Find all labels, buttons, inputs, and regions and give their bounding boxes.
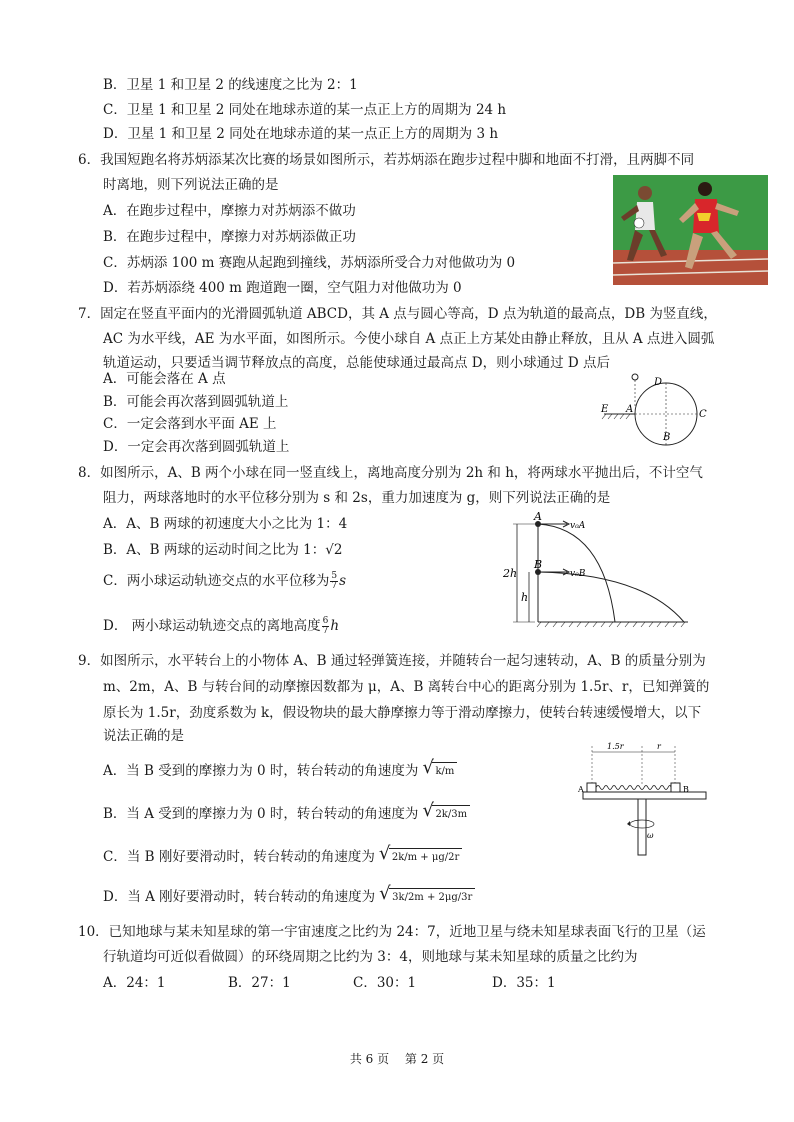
- q10-option-a: A．24：1: [103, 975, 166, 991]
- q8-option-d: D． 两小球运动轨迹交点的离地高度 $\frac{6}{7}$ h: [103, 616, 340, 636]
- omega-label: ω: [647, 831, 654, 840]
- q10-stem: 10．已知地球与某未知星球的第一宇宙速度之比约为 24：7，近地卫星与绕未知星球表面飞行的卫星（运: [78, 924, 706, 940]
- q7-option-d: D．一定会再次落到圆弧轨道上: [103, 439, 290, 455]
- q9-stem: 9．如图所示，水平转台上的小物体 A、B 通过轻弹簧连接，并随转台一起匀速转动，A、B 的质量分别为: [78, 653, 706, 669]
- sprinter-photo: [613, 175, 768, 285]
- q9-stem-cont2: 原长为 1.5r，劲度系数为 k，假设物块的最大静摩擦力等于滑动摩擦力，使转台转速缓慢增大，以下: [103, 705, 702, 721]
- va-label: v₀A: [570, 521, 586, 531]
- q5-option-c: C．卫星 1 和卫星 2 同处在地球赤道的某一点正上方的周期为 24 h: [103, 102, 507, 118]
- q10-option-c: C．30：1: [353, 975, 417, 991]
- ball-b-label: B: [534, 558, 543, 571]
- block-b-label: B: [683, 785, 689, 794]
- q9-stem-cont: m、2m，A、B 与转台间的动摩擦因数都为 μ，A、B 离转台中心的距离分别为 1.5r、r，已知弹簧的: [103, 679, 710, 695]
- dist-b-label: r: [657, 742, 661, 751]
- height-h-label: h: [521, 591, 529, 604]
- q10-option-b: B．27：1: [228, 975, 291, 991]
- label-c: C: [699, 409, 707, 420]
- q8-stem: 8．如图所示，A、B 两个小球在同一竖直线上，离地高度分别为 2h 和 h，将两球水平抛出后，不计空气: [78, 465, 703, 481]
- label-a: A: [626, 404, 634, 415]
- label-e: E: [601, 404, 609, 415]
- projectile-diagram: [503, 510, 703, 630]
- height-2h-label: 2h: [503, 567, 518, 580]
- q5-option-b: B．卫星 1 和卫星 2 的线速度之比为 2：1: [103, 77, 358, 93]
- label-d: D: [654, 377, 663, 388]
- circular-track-diagram: [598, 372, 708, 452]
- q9-stem-cont3: 说法正确的是: [103, 728, 184, 744]
- q8-stem-cont: 阻力，两球落地时的水平位移分别为 s 和 2s，重力加速度为 g，则下列说法正确的是: [103, 490, 611, 506]
- ball-a-label: A: [534, 510, 542, 523]
- q9-option-d: D．当 A 刚好要滑动时，转台转动的角速度为√ 3k/2m + 2μg/3r: [103, 888, 475, 907]
- label-b: B: [663, 432, 671, 443]
- vb-label: v₀B: [570, 569, 586, 579]
- q7-option-b: B．可能会再次落到圆弧轨道上: [103, 394, 289, 410]
- q7-option-a: A．可能会落在 A 点: [103, 371, 226, 387]
- block-a-label: A: [578, 785, 584, 794]
- q7-option-c: C．一定会落到水平面 AE 上: [103, 416, 277, 432]
- q5-option-d: D．卫星 1 和卫星 2 同处在地球赤道的某一点正上方的周期为 3 h: [103, 126, 499, 142]
- q10-option-d: D．35：1: [492, 975, 556, 991]
- q8-option-b: B．A、B 两球的运动时间之比为 1：√2: [103, 542, 343, 558]
- q6-option-a: A．在跑步过程中，摩擦力对苏炳添不做功: [103, 203, 356, 219]
- q6-option-d: D．若苏炳添绕 400 m 跑道跑一圈，空气阻力对他做功为 0: [103, 280, 462, 296]
- q6-stem: 6．我国短跑名将苏炳添某次比赛的场景如图所示，若苏炳添在跑步过程中脚和地面不打滑，且两脚不同: [78, 152, 695, 168]
- q9-option-a: A．当 B 受到的摩擦力为 0 时，转台转动的角速度为√ k/m: [103, 762, 457, 781]
- q9-option-c: C．当 B 刚好要滑动时，转台转动的角速度为√ 2k/m + μg/2r: [103, 848, 462, 867]
- dist-a-label: 1.5r: [607, 742, 624, 751]
- page-footer: 共 6 页 第 2 页: [349, 1052, 445, 1066]
- q6-option-c: C．苏炳添 100 m 赛跑从起跑到撞线，苏炳添所受合力对他做功为 0: [103, 255, 516, 271]
- q10-stem-cont: 行轨道均可近似看做圆）的环绕周期之比约为 3：4，则地球与某未知星球的质量之比约为: [103, 949, 638, 965]
- q7-stem: 7．固定在竖直平面内的光滑圆弧轨道 ABCD，其 A 点与圆心等高，D 点为轨道的最高点，DB 为竖直线，: [78, 306, 717, 322]
- turntable-diagram: [575, 738, 715, 858]
- q7-stem-cont: AC 为水平线，AE 为水平面，如图所示。今使小球自 A 点正上方某处由静止释放，且从 A 点进入圆弧: [103, 331, 715, 347]
- q9-option-b: B．当 A 受到的摩擦力为 0 时，转台转动的角速度为√ 2k/3m: [103, 805, 470, 824]
- q8-option-a: A．A、B 两球的初速度大小之比为 1：4: [103, 516, 348, 532]
- q7-stem-cont2: 轨道运动，只要适当调节释放点的高度，总能使球通过最高点 D，则小球通过 D 点后: [103, 355, 611, 371]
- q6-stem-cont: 时离地，则下列说法正确的是: [103, 177, 279, 193]
- q8-option-c: C．两小球运动轨迹交点的水平位移为 $\frac{5}{7}$ s: [103, 571, 347, 591]
- q6-option-b: B．在跑步过程中，摩擦力对苏炳添做正功: [103, 229, 356, 245]
